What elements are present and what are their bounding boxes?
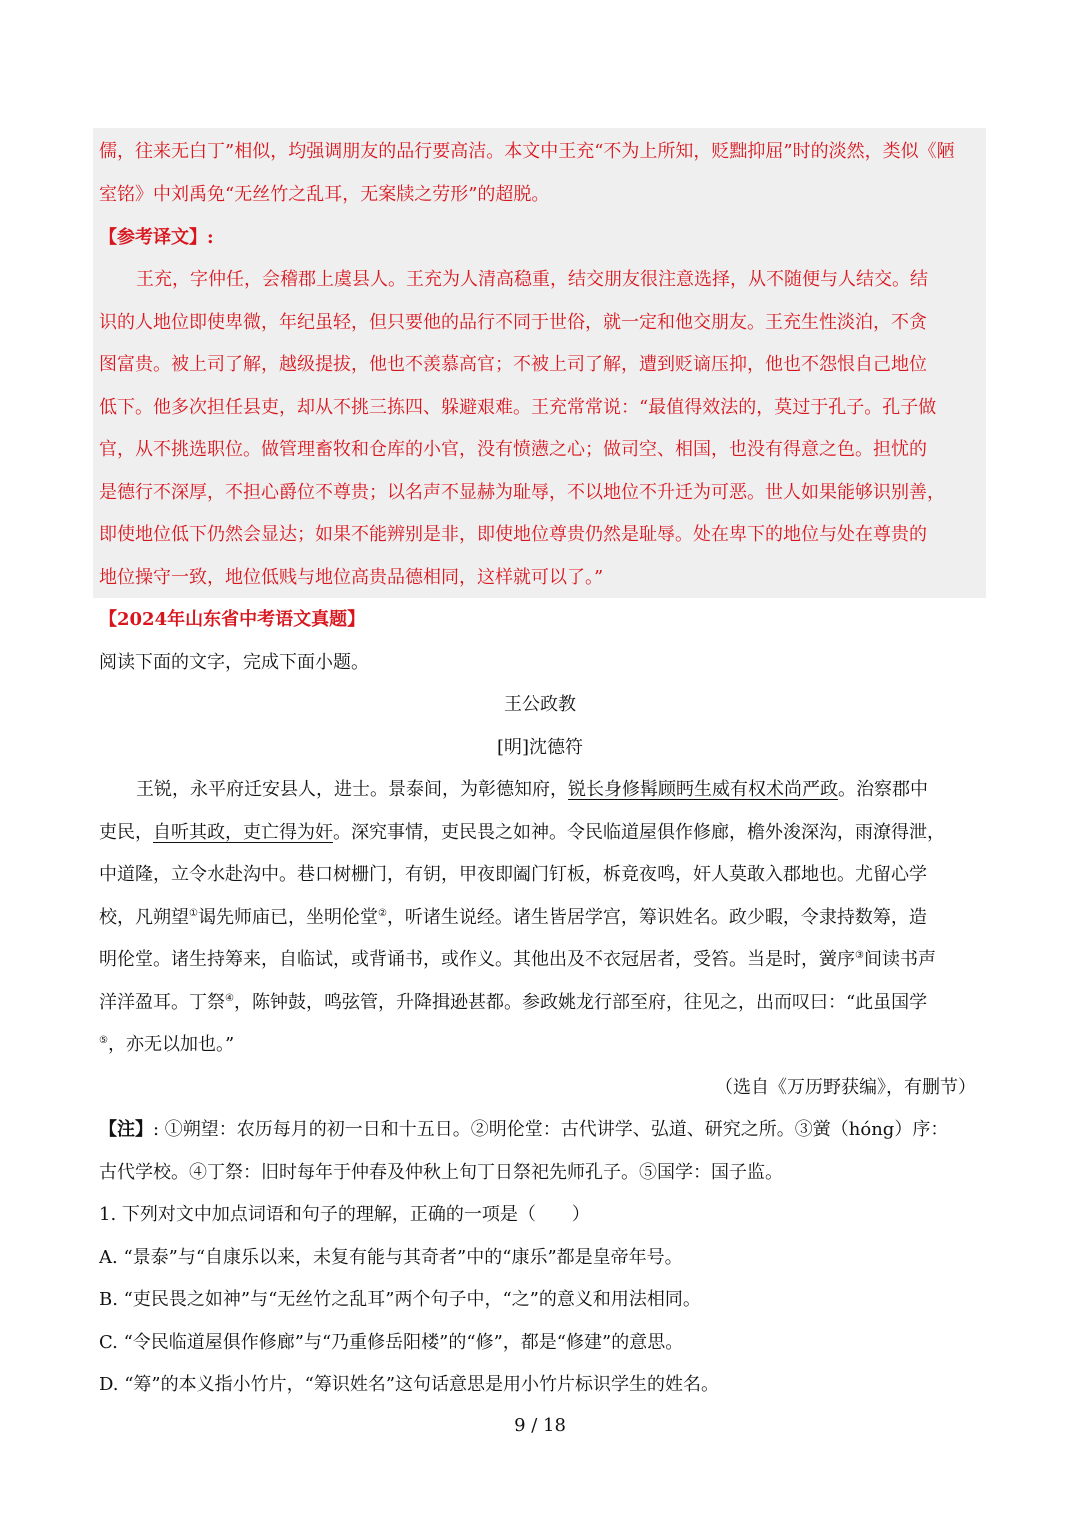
passage-line: 明伦堂。诸生持筹来，自临试，或背诵书，或作义。其他出及不衣冠居者，受笞。当是时，黉序③间读书声 [99, 949, 936, 970]
translation-line: 地位操守一致，地位低贱与地位高贵品德相同，这样就可以了。” [99, 567, 604, 588]
passage-author: [明]沈德符 [496, 737, 584, 758]
question-stem: 1. 下列对文中加点词语和句子的理解，正确的一项是（ ） [99, 1204, 590, 1225]
note-line: 古代学校。④丁祭：旧时每年于仲春及仲秋上旬丁日祭祀先师孔子。⑤国学：国子监。 [99, 1162, 783, 1183]
translation-line: 王充，字仲任，会稽郡上虞县人。王充为人清高稳重，结交朋友很注意选择，从不随便与人结交。结 [136, 269, 928, 290]
footnote-marker: ② [377, 908, 387, 919]
footnote-marker: ① [189, 908, 198, 919]
translation-line: 图富贵。被上司了解，越级提拔，他也不羡慕高官；不被上司了解，遭到贬谪压抑，他也不怨恨自己地位 [99, 354, 927, 375]
page-number: 9 / 18 [514, 1415, 566, 1436]
instruction: 阅读下面的文字，完成下面小题。 [99, 652, 369, 673]
passage-title: 王公政教 [504, 694, 576, 715]
option-b: B. “吏民畏之如神”与“无丝竹之乱耳”两个句子中，“之”的意义和用法相同。 [99, 1289, 701, 1310]
reference-translation-heading: 【参考译文】: [99, 227, 214, 248]
translation-line: 识的人地位即使卑微，年纪虽轻，但只要他的品行不同于世俗，就一定和他交朋友。王充生性淡泊，不贪 [99, 312, 927, 333]
footnote-marker: ⑤ [99, 1035, 108, 1046]
option-c: C. “令民临道屋俱作修廊”与“乃重修岳阳楼”的“修”，都是“修建”的意思。 [99, 1332, 684, 1353]
exam-heading: 【2024年山东省中考语文真题】 [99, 609, 366, 630]
passage-line: 王锐，永平府迁安县人，进士。景泰间，为彰德知府，锐长身修髯顾眄生威有权术尚严政。治察郡中 [136, 779, 928, 800]
footnote-marker: ③ [855, 950, 864, 961]
footnote-marker: ④ [225, 993, 234, 1004]
answer-line: 儒，往来无白丁”相似，均强调朋友的品行要高洁。本文中王充“不为上所知，贬黜抑屈”时的淡然，类似《陋 [99, 141, 955, 162]
translation-line: 即使地位低下仍然会显达；如果不能辨别是非，即使地位尊贵仍然是耻辱。处在卑下的地位与处在尊贵的 [99, 524, 927, 545]
translation-line: 官，从不挑选职位。做管理畜牧和仓库的小官，没有愤懑之心；做司空、相国，也没有得意之色。担忧的 [99, 439, 927, 460]
underlined-phrase: 自听其政，吏亡得为奸 [153, 822, 333, 843]
answer-line: 室铭》中刘禹免“无丝竹之乱耳，无案牍之劳形”的超脱。 [99, 184, 550, 205]
passage-line: 吏民，自听其政，吏亡得为奸。深究事情，吏民畏之如神。令民临道屋俱作修廊，檐外浚深沟，雨潦得泄， [99, 822, 945, 843]
passage-line: 洋洋盈耳。丁祭④，陈钟鼓，鸣弦管，升降揖逊甚都。参政姚龙行部至府，往见之，出而叹曰：“此虽国学 [99, 992, 928, 1013]
passage-line: 校，凡朔望①谒先师庙已，坐明伦堂②，听诸生说经。诸生皆居学宫，筹识姓名。政少暇，令隶持数筹，造 [99, 907, 927, 928]
note-line: 【注】: ①朔望：农历每月的初一日和十五日。②明伦堂：古代讲学、弘道、研究之所。③黉（hóng）序： [99, 1119, 949, 1140]
underlined-phrase: 锐长身修髯顾眄生威有权术尚严政 [568, 779, 838, 800]
option-a: A. “景泰”与“自康乐以来，未复有能与其奇者”中的“康乐”都是皇帝年号。 [99, 1247, 683, 1268]
translation-line: 是德行不深厚，不担心爵位不尊贵；以名声不显赫为耻辱，不以地位不升迁为可恶。世人如果能够识别善， [99, 482, 945, 503]
source-citation: （选自《万历野获编》，有删节） [715, 1077, 976, 1098]
option-d: D. “筹”的本义指小竹片，“筹识姓名”这句话意思是用小竹片标识学生的姓名。 [99, 1374, 720, 1395]
note-label: 【注】 [99, 1119, 153, 1140]
passage-line: ⑤，亦无以加也。” [99, 1034, 235, 1055]
passage-line: 中道隆，立令水赴沟中。巷口树栅门，有钥，甲夜即阖门钉板，柝竟夜鸣，奸人莫敢入郡地也。尤留心学 [99, 864, 927, 885]
translation-line: 低下。他多次担任县吏，却从不挑三拣四、躲避艰难。王充常常说：“最值得效法的，莫过于孔子。孔子做 [99, 397, 937, 418]
